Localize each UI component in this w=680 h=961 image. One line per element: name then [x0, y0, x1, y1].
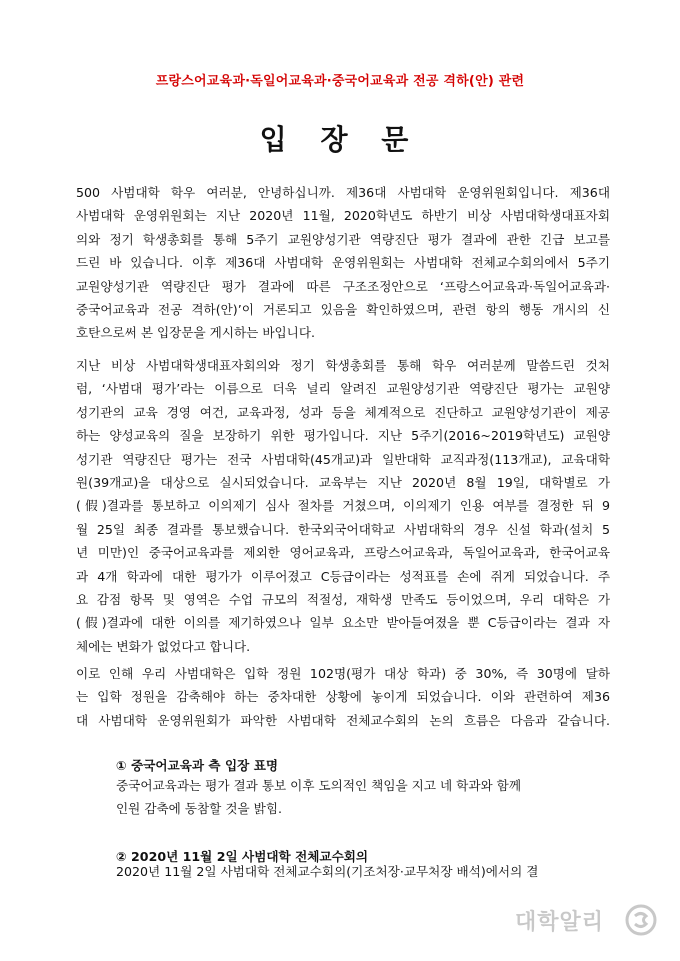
paragraph-line: 는 입학 정원을 감축해야 하는 중차대한 상황에 놓이게 되었습니다. 이와 관련하여 제36 [76, 689, 610, 705]
document-subtitle: 프랑스어교육과·독일어교육과·중국어교육과 전공 격하(안) 관련 [155, 74, 525, 89]
section-line: 2020년 11월 2일 사범대학 전체교수회의(기조처장·교무처장 배석)에서의 결 [116, 864, 539, 879]
paragraph-line: 지난 비상 사범대학생대표자회의와 정기 학생총회를 통해 학우 여러분께 말씀드린 것처 [76, 358, 610, 373]
paragraph-line: 대 사범대학 운영위원회가 파악한 사범대학 전체교수회의 논의 흐름은 다음과 같습니다. [76, 712, 610, 728]
section-2-heading: ② 2020년 11월 2일 사범대학 전체교수회의 [116, 849, 369, 864]
paragraph-line: 사범대학 운영위원회는 지난 2020년 11월, 2020학년도 하반기 비상 사범대학생대표자회 [76, 208, 610, 224]
paragraph-line: 럼, ‘사범대 평가’라는 이름으로 더욱 널리 알려진 교원양성기관 역량진단 평가는 교원양 [76, 381, 610, 397]
watermark-text: 대학알리 [515, 910, 605, 935]
watermark-logo-icon [624, 903, 658, 937]
paragraph-line: 성기관의 교육 경영 여건, 교육과정, 성과 등을 체계적으로 진단하고 교원양성기관이 제공 [76, 404, 610, 420]
paragraph-line: 월 25일 최종 결과를 통보했습니다. 한국외국어대학교 사범대학의 경우 신설 학과(설치 5 [76, 521, 610, 537]
section-line: 중국어교육과는 평가 결과 통보 이후 도의적인 책임을 지고 네 학과와 함께 [116, 778, 521, 793]
section-1-body [116, 774, 521, 821]
paragraph-line: 요 감점 항목 및 영역은 수업 규모의 적절성, 재학생 만족도 등이었으며, 우리 대학은 가 [76, 592, 610, 608]
paragraph-line: 드린 바 있습니다. 이후 제36대 사범대학 운영위원회는 사범대학 전체교수회의에서 5주기 [76, 255, 610, 271]
paragraph-line: 의와 정기 학생총회를 통해 5주기 교원양성기관 역량진단 평가 결과에 관한 긴급 보고를 [76, 231, 610, 247]
paragraph-3 [76, 662, 610, 732]
paragraph-line: 원(39개교)을 대상으로 실시되었습니다. 교육부는 지난 2020년 8월 19일, 대학별로 가 [76, 475, 610, 491]
paragraph-line: 500 사범대학 학우 여러분, 안녕하십니까. 제36대 사범대학 운영위원회입니다. 제36대 [76, 185, 610, 200]
paragraph-line: 성기관 역량진단 평가는 전국 사범대학(45개교)과 일반대학 교직과정(113개교), 교육대학 [76, 451, 610, 467]
paragraph-line: 이로 인해 우리 사범대학은 입학 정원 102명(평가 대상 학과) 중 30%, 즉 30명에 달하 [76, 666, 610, 681]
section-line: 인원 감축에 동참할 것을 밝힘. [116, 801, 283, 817]
paragraph-line: 호탄으로써 본 입장문을 게시하는 바입니다. [76, 325, 315, 341]
paragraph-line: 체에는 변화가 없었다고 합니다. [76, 638, 251, 654]
paragraph-line: 하는 양성교육의 질을 보장하기 위한 평가입니다. 지난 5주기(2016~2019학년도) 교원양 [76, 428, 610, 444]
paragraph-line: 중국어교육과 전공 격하(안)’이 거론되고 있음을 확인하였으며, 관련 항의 행동 개시의 신 [76, 302, 610, 318]
paragraph-2 [76, 354, 610, 658]
paragraph-line: (假)결과에 대한 이의를 제기하였으나 일부 요소만 받아들여졌을 뿐 C등급이라는 결과 자 [76, 615, 610, 631]
section-1-heading: ① 중국어교육과 측 입장 표명 [116, 758, 279, 773]
paragraph-line: (假)결과를 통보하고 이의제기 심사 절차를 거쳤으며, 이의제기 인용 여부를 결정한 뒤 9 [76, 498, 610, 514]
paragraph-line: 교원양성기관 역량진단 평가 결과에 따른 구조조정안으로 ‘프랑스어교육과·독일어교육과· [76, 278, 610, 294]
paragraph-line: 년 미만)인 중국어교육과를 제외한 영어교육과, 프랑스어교육과, 독일어교육과, 한국어교육 [76, 545, 610, 561]
document-title: 입 장 문 [259, 123, 421, 156]
paragraph-1 [76, 181, 610, 345]
section-2-body [116, 860, 538, 883]
paragraph-line: 과 4개 학과에 대한 평가가 이루어졌고 C등급이라는 성적표를 손에 쥐게 되었습니다. 주 [76, 568, 610, 584]
